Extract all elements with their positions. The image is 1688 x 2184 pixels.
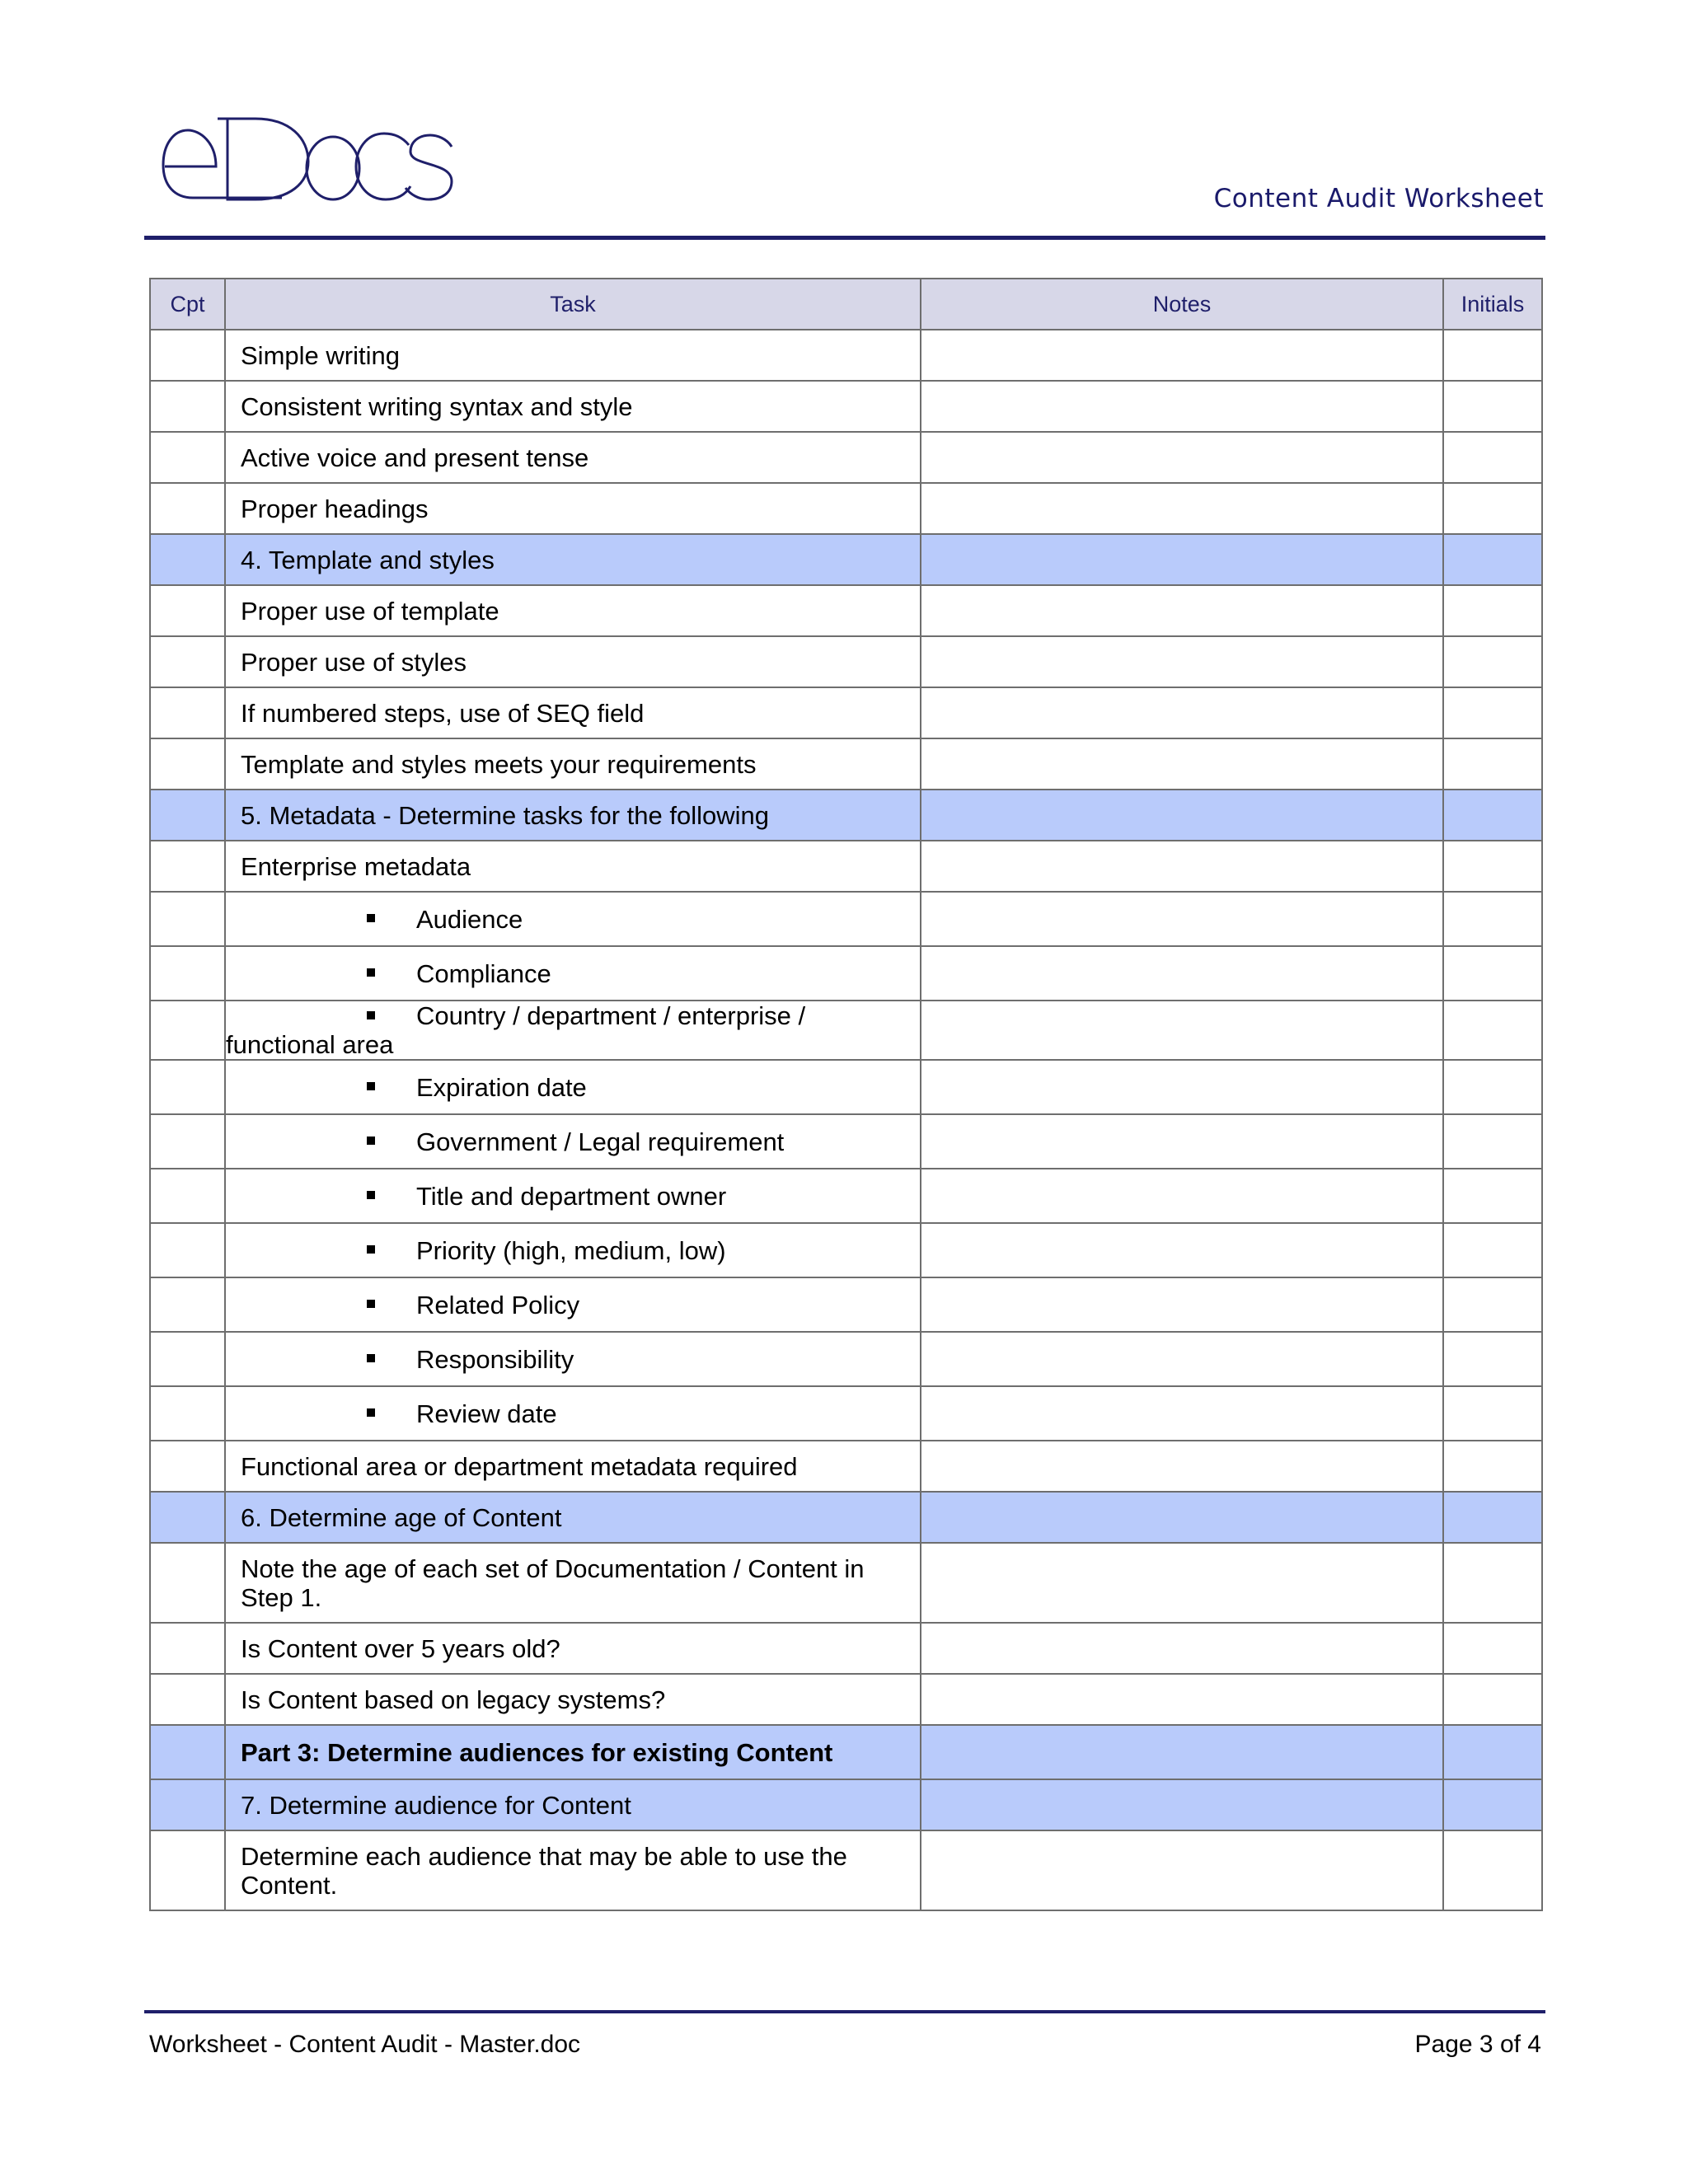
- audit-table: [149, 278, 1543, 1911]
- bullet-icon: [367, 1082, 375, 1090]
- task-cell: [225, 687, 921, 738]
- table-row: [150, 946, 1542, 1001]
- task-label: Enterprise metadata: [241, 851, 471, 881]
- bullet-icon: [367, 1137, 375, 1145]
- task-label: Is Content based on legacy systems?: [241, 1685, 666, 1714]
- notes-cell[interactable]: [921, 1001, 1443, 1060]
- bullet-icon: [367, 968, 375, 977]
- task-cell: [225, 1386, 921, 1441]
- task-label: Simple writing: [241, 340, 400, 370]
- table-row: [150, 1623, 1542, 1674]
- task-cell: [225, 432, 921, 483]
- table-row: [150, 1441, 1542, 1492]
- cpt-cell[interactable]: [150, 892, 225, 946]
- bullet-icon: [367, 1354, 375, 1362]
- table-row: [150, 1674, 1542, 1725]
- task-label: Proper use of styles: [241, 647, 467, 677]
- cpt-cell[interactable]: [150, 1492, 225, 1543]
- notes-cell[interactable]: [921, 1492, 1443, 1543]
- table-row: [150, 1830, 1542, 1910]
- cpt-cell[interactable]: [150, 790, 225, 841]
- footer-page-number: Page 3 of 4: [1414, 2031, 1541, 2058]
- table-row: [150, 1114, 1542, 1169]
- initials-cell[interactable]: [1443, 1441, 1542, 1492]
- cpt-cell[interactable]: [150, 1060, 225, 1114]
- task-label: 5. Metadata - Determine tasks for the following: [241, 800, 769, 830]
- column-header-task: Task: [225, 279, 921, 330]
- cpt-cell[interactable]: [150, 1779, 225, 1830]
- bullet-icon: [367, 1191, 375, 1199]
- cpt-cell[interactable]: [150, 687, 225, 738]
- cpt-cell[interactable]: [150, 432, 225, 483]
- task-label: Responsibility: [416, 1344, 574, 1374]
- initials-cell[interactable]: [1443, 1332, 1542, 1386]
- cpt-cell[interactable]: [150, 1277, 225, 1332]
- task-label: Active voice and present tense: [241, 443, 589, 472]
- initials-cell[interactable]: [1443, 790, 1542, 841]
- table-row: [150, 432, 1542, 483]
- task-cell: [225, 946, 921, 1001]
- notes-cell[interactable]: [921, 1169, 1443, 1223]
- table-row: [150, 1543, 1542, 1623]
- task-cell: [225, 1277, 921, 1332]
- task-cell: [225, 1001, 921, 1060]
- initials-cell[interactable]: [1443, 1725, 1542, 1779]
- bullet-icon: [367, 1408, 375, 1417]
- task-cell: [225, 1674, 921, 1725]
- task-cell: [225, 1492, 921, 1543]
- cpt-cell[interactable]: [150, 381, 225, 432]
- task-cell: [225, 1441, 921, 1492]
- cpt-cell[interactable]: [150, 841, 225, 892]
- cpt-cell[interactable]: [150, 1725, 225, 1779]
- table-row: [150, 330, 1542, 381]
- notes-cell[interactable]: [921, 432, 1443, 483]
- notes-cell[interactable]: [921, 1386, 1443, 1441]
- task-label: Proper use of template: [241, 596, 499, 626]
- initials-cell[interactable]: [1443, 381, 1542, 432]
- initials-cell[interactable]: [1443, 687, 1542, 738]
- cpt-cell[interactable]: [150, 1223, 225, 1277]
- task-label: If numbered steps, use of SEQ field: [241, 698, 645, 728]
- section-row: [150, 1725, 1542, 1779]
- notes-cell[interactable]: [921, 841, 1443, 892]
- table-row: [150, 1277, 1542, 1332]
- table-row: [150, 1223, 1542, 1277]
- notes-cell[interactable]: [921, 738, 1443, 790]
- task-cell: [225, 1169, 921, 1223]
- initials-cell[interactable]: [1443, 841, 1542, 892]
- notes-cell[interactable]: [921, 1332, 1443, 1386]
- initials-cell[interactable]: [1443, 892, 1542, 946]
- notes-cell[interactable]: [921, 1779, 1443, 1830]
- cpt-cell[interactable]: [150, 534, 225, 585]
- task-cell: [225, 1830, 921, 1910]
- task-cell: [225, 534, 921, 585]
- task-cell: [225, 1543, 921, 1623]
- task-cell: [225, 1725, 921, 1779]
- table-row: [150, 483, 1542, 534]
- cpt-cell[interactable]: [150, 330, 225, 381]
- table-row: [150, 1001, 1542, 1060]
- footer-filename: Worksheet - Content Audit - Master.doc: [149, 2031, 581, 2058]
- initials-cell[interactable]: [1443, 1060, 1542, 1114]
- cpt-cell[interactable]: [150, 1332, 225, 1386]
- task-cell: [225, 483, 921, 534]
- section-row: [150, 534, 1542, 585]
- task-cell: [225, 892, 921, 946]
- cpt-cell[interactable]: [150, 946, 225, 1001]
- cpt-cell[interactable]: [150, 1623, 225, 1674]
- table-row: [150, 841, 1542, 892]
- initials-cell[interactable]: [1443, 1779, 1542, 1830]
- task-cell: [225, 330, 921, 381]
- initials-cell[interactable]: [1443, 432, 1542, 483]
- table-row: [150, 1060, 1542, 1114]
- task-label: Is Content over 5 years old?: [241, 1633, 560, 1663]
- task-label: Audience: [416, 904, 523, 934]
- notes-cell[interactable]: [921, 790, 1443, 841]
- column-header-notes: Notes: [921, 279, 1443, 330]
- task-cell: [225, 1332, 921, 1386]
- initials-cell[interactable]: [1443, 738, 1542, 790]
- initials-cell[interactable]: [1443, 1674, 1542, 1725]
- column-header-cpt: Cpt: [150, 279, 225, 330]
- document-title: Content Audit Worksheet: [1213, 184, 1544, 213]
- cpt-cell[interactable]: [150, 1386, 225, 1441]
- task-label: Related Policy: [416, 1290, 580, 1319]
- notes-cell[interactable]: [921, 636, 1443, 687]
- cpt-cell[interactable]: [150, 1114, 225, 1169]
- task-label: Expiration date: [416, 1072, 587, 1102]
- initials-cell[interactable]: [1443, 1623, 1542, 1674]
- initials-cell[interactable]: [1443, 1114, 1542, 1169]
- task-cell: [225, 1114, 921, 1169]
- notes-cell[interactable]: [921, 381, 1443, 432]
- task-cell: [225, 1060, 921, 1114]
- notes-cell[interactable]: [921, 1277, 1443, 1332]
- task-label: Priority (high, medium, low): [416, 1235, 726, 1265]
- task-label: Template and styles meets your requirements: [241, 749, 757, 779]
- notes-cell[interactable]: [921, 1441, 1443, 1492]
- cpt-cell[interactable]: [150, 1169, 225, 1223]
- task-label: Determine each audience that may be able to use the Content.: [241, 1841, 847, 1900]
- edocs-logo: [158, 107, 455, 214]
- task-cell: [225, 381, 921, 432]
- cpt-cell[interactable]: [150, 1441, 225, 1492]
- section-row: [150, 1492, 1542, 1543]
- notes-cell[interactable]: [921, 1623, 1443, 1674]
- cpt-cell[interactable]: [150, 1674, 225, 1725]
- table-row: [150, 381, 1542, 432]
- task-cell: [225, 790, 921, 841]
- bullet-icon: [367, 1011, 375, 1019]
- initials-cell[interactable]: [1443, 1223, 1542, 1277]
- notes-cell[interactable]: [921, 946, 1443, 1001]
- notes-cell[interactable]: [921, 687, 1443, 738]
- task-label: Country / department / enterprise / functional area: [226, 1001, 806, 1059]
- task-cell: [225, 636, 921, 687]
- table-row: [150, 1169, 1542, 1223]
- task-cell: [225, 738, 921, 790]
- table-row: [150, 1332, 1542, 1386]
- notes-cell[interactable]: [921, 1114, 1443, 1169]
- notes-cell[interactable]: [921, 1223, 1443, 1277]
- notes-cell[interactable]: [921, 1543, 1443, 1623]
- cpt-cell[interactable]: [150, 738, 225, 790]
- notes-cell[interactable]: [921, 1830, 1443, 1910]
- cpt-cell[interactable]: [150, 636, 225, 687]
- task-cell: [225, 1223, 921, 1277]
- notes-cell[interactable]: [921, 1674, 1443, 1725]
- initials-cell[interactable]: [1443, 534, 1542, 585]
- table-row: [150, 1386, 1542, 1441]
- task-cell: [225, 1779, 921, 1830]
- initials-cell[interactable]: [1443, 1169, 1542, 1223]
- table-row: [150, 892, 1542, 946]
- cpt-cell[interactable]: [150, 1830, 225, 1910]
- section-row: [150, 1779, 1542, 1830]
- task-label: Note the age of each set of Documentation / Content in Step 1.: [241, 1554, 865, 1612]
- table-row: [150, 585, 1542, 636]
- initials-cell[interactable]: [1443, 585, 1542, 636]
- task-label: Review date: [416, 1399, 557, 1428]
- task-cell: [225, 1623, 921, 1674]
- task-label: 7. Determine audience for Content: [241, 1790, 631, 1820]
- initials-cell[interactable]: [1443, 1543, 1542, 1623]
- bullet-icon: [367, 1245, 375, 1254]
- initials-cell[interactable]: [1443, 636, 1542, 687]
- task-label: 6. Determine age of Content: [241, 1502, 562, 1532]
- notes-cell[interactable]: [921, 1060, 1443, 1114]
- table-header-row: [150, 279, 1542, 330]
- task-label: 4. Template and styles: [241, 545, 495, 574]
- task-label: Consistent writing syntax and style: [241, 391, 633, 421]
- task-label: Proper headings: [241, 494, 429, 523]
- initials-cell[interactable]: [1443, 946, 1542, 1001]
- table-row: [150, 687, 1542, 738]
- initials-cell[interactable]: [1443, 1492, 1542, 1543]
- initials-cell[interactable]: [1443, 1277, 1542, 1332]
- initials-cell[interactable]: [1443, 1386, 1542, 1441]
- cpt-cell[interactable]: [150, 1001, 225, 1060]
- task-label: Compliance: [416, 958, 551, 988]
- notes-cell[interactable]: [921, 330, 1443, 381]
- task-label: Title and department owner: [416, 1181, 727, 1211]
- initials-cell[interactable]: [1443, 1001, 1542, 1060]
- cpt-cell[interactable]: [150, 585, 225, 636]
- table-row: [150, 738, 1542, 790]
- notes-cell[interactable]: [921, 1725, 1443, 1779]
- notes-cell[interactable]: [921, 534, 1443, 585]
- column-header-initials: Initials: [1443, 279, 1542, 330]
- table-row: [150, 636, 1542, 687]
- initials-cell[interactable]: [1443, 330, 1542, 381]
- bullet-icon: [367, 914, 375, 922]
- bullet-icon: [367, 1300, 375, 1308]
- notes-cell[interactable]: [921, 483, 1443, 534]
- section-row: [150, 790, 1542, 841]
- initials-cell[interactable]: [1443, 1830, 1542, 1910]
- task-cell: [225, 841, 921, 892]
- task-label: Government / Legal requirement: [416, 1127, 785, 1156]
- cpt-cell[interactable]: [150, 1543, 225, 1623]
- task-label: Part 3: Determine audiences for existing Content: [241, 1737, 833, 1767]
- initials-cell[interactable]: [1443, 483, 1542, 534]
- notes-cell[interactable]: [921, 892, 1443, 946]
- cpt-cell[interactable]: [150, 483, 225, 534]
- task-cell: [225, 585, 921, 636]
- notes-cell[interactable]: [921, 585, 1443, 636]
- footer-rule: [144, 2010, 1545, 2013]
- task-label: Functional area or department metadata required: [241, 1451, 798, 1481]
- header-rule: [144, 236, 1545, 240]
